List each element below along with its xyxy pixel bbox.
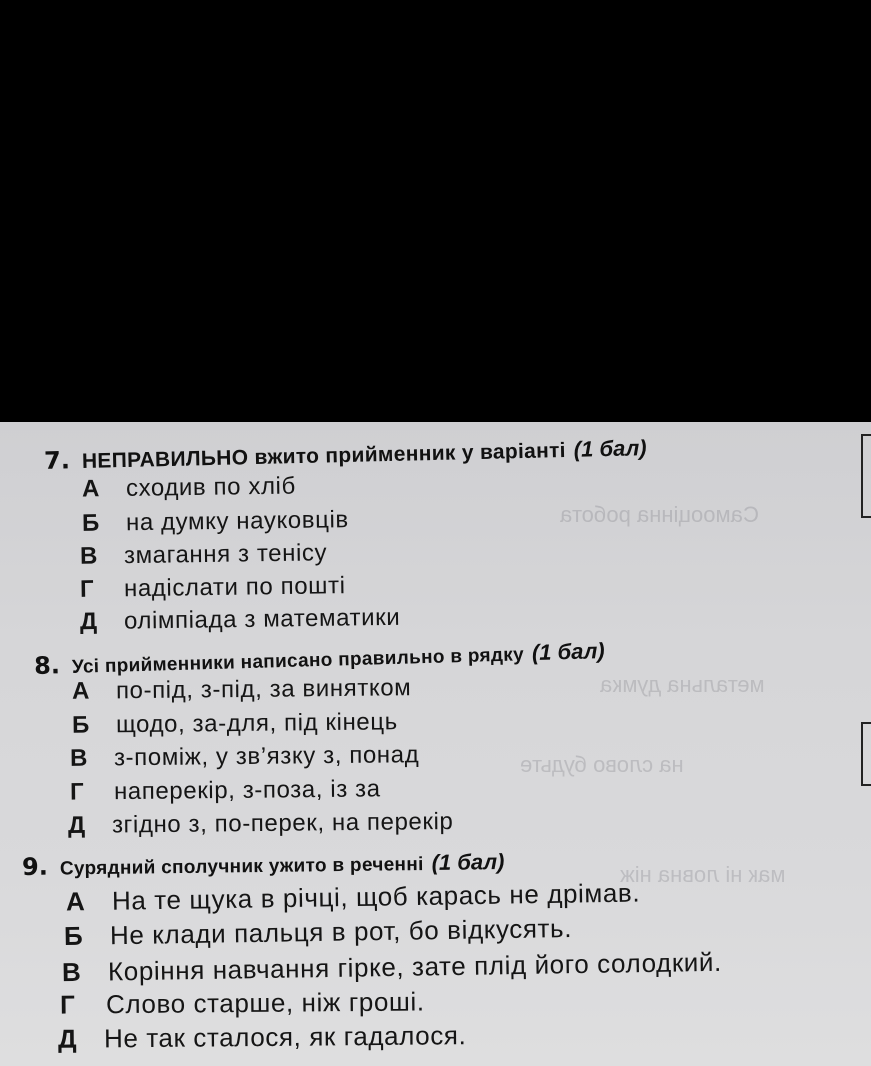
option-text: згідно з, по-перек, на перекір xyxy=(111,807,454,839)
question-number: 8. xyxy=(33,651,61,680)
question-8-option-v xyxy=(70,741,420,773)
dark-background xyxy=(0,0,871,422)
question-8-option-g xyxy=(70,775,381,806)
question-7-option-a xyxy=(82,473,296,504)
option-letter: В xyxy=(69,744,89,772)
question-8-option-a xyxy=(72,674,412,706)
question-7-option-b xyxy=(82,506,349,538)
option-text: Не так сталося, як гадалося. xyxy=(103,1020,467,1054)
option-letter: В xyxy=(79,542,99,570)
question-9-option-d xyxy=(58,1020,467,1055)
option-letter: Б xyxy=(71,711,91,739)
question-9-option-g xyxy=(60,986,425,1020)
answer-box-edge xyxy=(861,434,871,518)
option-letter: В xyxy=(61,956,82,988)
option-letter: А xyxy=(81,475,101,503)
bleed-through-mark: на слово будьте xyxy=(520,752,684,777)
bleed-through-mark: Самооцінна робота xyxy=(560,502,759,527)
question-number: 7. xyxy=(43,446,71,475)
option-letter: Д xyxy=(57,1023,78,1054)
question-number: 9. xyxy=(21,852,49,881)
option-letter: Г xyxy=(69,778,85,806)
option-letter: Д xyxy=(79,607,98,636)
option-text: з-поміж, у зв’язку з, понад xyxy=(113,741,420,772)
question-9-option-b xyxy=(64,913,572,952)
question-title: Сурядний сполучник ужито в реченні xyxy=(59,854,424,880)
option-letter: Г xyxy=(79,575,95,603)
option-text: на думку науковців xyxy=(125,506,349,537)
question-title: Усі прийменники написано правильно в рядку xyxy=(71,644,525,678)
option-letter: Г xyxy=(59,989,76,1020)
question-9-option-a xyxy=(66,877,641,917)
answer-box-edge xyxy=(861,722,871,786)
option-text: Не клади пальця в рот, бо відкусять. xyxy=(109,913,573,951)
worksheet-page xyxy=(0,422,871,1066)
question-7-option-v xyxy=(80,539,328,570)
question-7-option-d xyxy=(80,604,401,636)
option-text: щодо, за-для, під кінець xyxy=(115,708,398,739)
option-text: На те щука в річці, щоб карась не дрімав. xyxy=(111,877,641,916)
option-text: по-під, з-під, за винятком xyxy=(115,674,412,705)
bleed-through-mark: мак ні ловна ніж xyxy=(620,862,786,887)
question-title: НЕПРАВИЛЬНО вжито прийменник у варіанті xyxy=(81,439,567,473)
question-9-option-v xyxy=(62,947,722,988)
option-letter: Б xyxy=(81,509,101,537)
option-text: сходив по хліб xyxy=(125,472,297,502)
option-text: наперекір, з-поза, із за xyxy=(113,775,381,806)
question-score: (1 бал) xyxy=(573,435,647,462)
question-score: (1 бал) xyxy=(431,849,505,875)
bleed-through-mark: метальна думка xyxy=(600,672,765,697)
question-score: (1 бал) xyxy=(531,638,606,666)
option-text: Коріння навчання гірке, зате плід його солодкий. xyxy=(107,946,723,987)
question-7-option-g xyxy=(80,572,346,604)
question-7-header xyxy=(44,433,647,475)
option-text: надіслати по пошті xyxy=(123,572,346,603)
question-8-option-d xyxy=(68,808,454,840)
question-8-header xyxy=(34,636,605,680)
question-9-header xyxy=(22,847,505,881)
question-8-option-b xyxy=(72,708,398,739)
option-letter: Б xyxy=(63,920,84,951)
option-letter: Д xyxy=(67,811,86,840)
option-letter: А xyxy=(65,886,86,917)
option-text: Слово старше, ніж гроші. xyxy=(105,986,425,1020)
option-letter: А xyxy=(71,677,91,705)
option-text: олімпіада з математики xyxy=(123,603,401,635)
option-text: змагання з тенісу xyxy=(123,539,328,570)
